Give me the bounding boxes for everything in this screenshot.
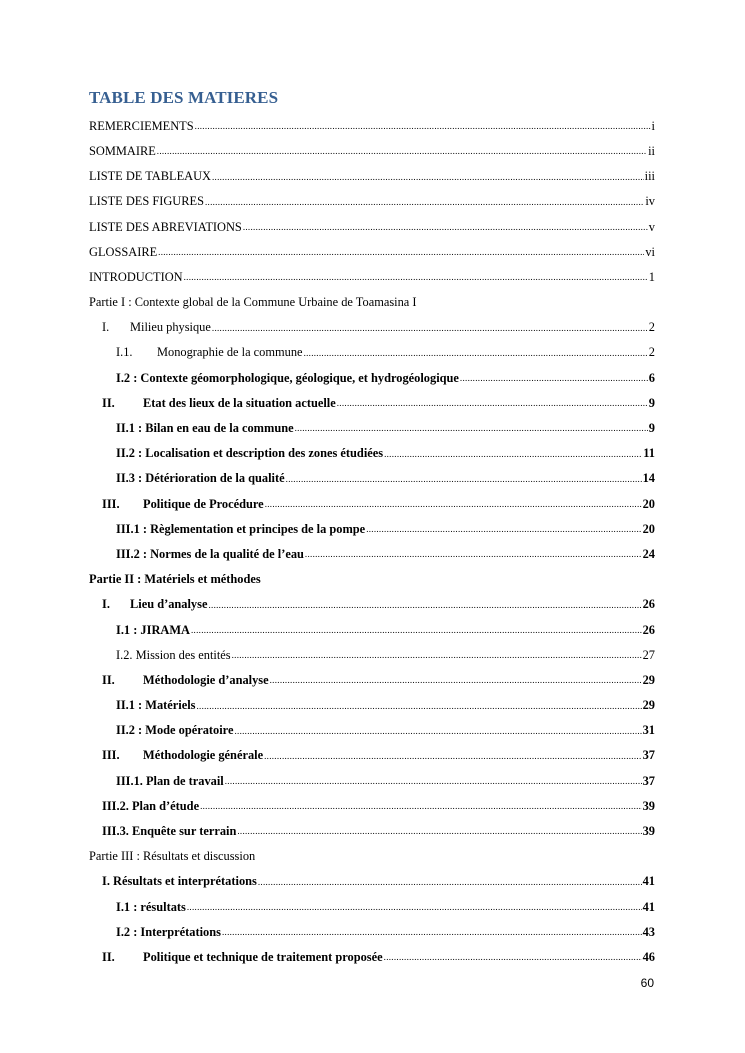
toc-entry-text: REMERCIEMENTS	[89, 118, 194, 133]
dot-leader	[384, 450, 642, 459]
dot-leader	[264, 752, 642, 761]
toc-entry-page: 39	[642, 798, 655, 813]
toc-entry[interactable]	[89, 132, 655, 157]
toc-part-heading[interactable]	[89, 283, 655, 308]
dot-leader	[234, 727, 641, 736]
toc-entry-page: iii	[644, 169, 655, 184]
toc-entry[interactable]	[89, 334, 655, 359]
toc-entry[interactable]	[89, 913, 655, 938]
toc-entry-text: Méthodologie générale	[143, 748, 264, 763]
dot-leader	[366, 525, 641, 534]
toc-entry[interactable]	[89, 938, 655, 963]
toc-entry[interactable]	[89, 686, 655, 711]
toc-entry-text: I.2 : Contexte géomorphologique, géologique, et hydrogéologique	[116, 370, 459, 385]
toc-entry-page: 20	[642, 521, 655, 536]
toc-entry-page: 26	[642, 622, 655, 637]
toc-entry-text: II.1 : Bilan en eau de la commune	[116, 421, 294, 436]
toc-entry-text: INTRODUCTION	[89, 269, 183, 284]
toc-entry-page: 41	[642, 899, 655, 914]
toc-entry-page: 41	[642, 874, 655, 889]
toc-title: TABLE DES MATIERES	[89, 88, 279, 107]
toc-entry[interactable]	[89, 712, 655, 737]
dot-leader	[187, 903, 642, 912]
toc-entry[interactable]	[89, 535, 655, 560]
toc-entry[interactable]	[89, 586, 655, 611]
toc-entry-text: III.1. Plan de travail	[116, 773, 224, 788]
dot-leader	[237, 827, 641, 836]
toc-entry-page: 31	[642, 723, 655, 738]
toc-entry-page: v	[648, 219, 655, 234]
toc-entry[interactable]	[89, 611, 655, 636]
toc-entry[interactable]	[89, 208, 655, 233]
toc-entry-page: 27	[642, 647, 655, 662]
toc-entry-page: i	[651, 118, 655, 133]
dot-leader	[191, 626, 642, 635]
toc-entry-text: Partie I : Contexte global de la Commune Urbaine de Toamasina I	[89, 295, 417, 310]
dot-leader	[157, 147, 647, 156]
toc-entry-text: I.2 : Interprétations	[116, 924, 221, 939]
toc-entry-page: 2	[648, 320, 655, 335]
toc-entry-text: Etat des lieux de la situation actuelle	[143, 395, 336, 410]
toc-entry[interactable]	[89, 888, 655, 913]
toc-entry-text: Lieu d’analyse	[130, 597, 208, 612]
toc-entry-number: III.	[102, 496, 120, 511]
toc-entry-page: 37	[642, 748, 655, 763]
toc-entry-number: II.	[102, 395, 115, 410]
toc-entry[interactable]	[89, 359, 655, 384]
toc-entry[interactable]	[89, 233, 655, 258]
toc-entry-page: 24	[642, 546, 655, 561]
toc-part-heading[interactable]	[89, 560, 655, 585]
dot-leader	[270, 676, 642, 685]
toc-entry-number: I.	[102, 320, 110, 335]
dot-leader	[222, 928, 642, 937]
toc-entry[interactable]	[89, 863, 655, 888]
dot-leader	[258, 878, 642, 887]
toc-entry[interactable]	[89, 107, 655, 132]
toc-entry-page: 39	[642, 824, 655, 839]
toc-entry-text: GLOSSAIRE	[89, 244, 158, 259]
toc-entry[interactable]	[89, 409, 655, 434]
toc-entry-text: SOMMAIRE	[89, 143, 156, 158]
dot-leader	[184, 273, 648, 282]
toc-entry-text: I.1 : résultats	[116, 899, 186, 914]
dot-leader	[460, 374, 648, 383]
page-number: 60	[640, 976, 654, 990]
dot-leader	[225, 777, 642, 786]
table-of-contents	[89, 107, 655, 963]
toc-entry[interactable]	[89, 787, 655, 812]
toc-entry[interactable]	[89, 510, 655, 535]
toc-entry-page: 26	[642, 597, 655, 612]
toc-entry[interactable]	[89, 434, 655, 459]
toc-entry-page: 46	[642, 949, 655, 964]
toc-entry[interactable]	[89, 183, 655, 208]
dot-leader	[205, 198, 644, 207]
dot-leader	[232, 651, 642, 660]
toc-entry-number: II.	[102, 949, 115, 964]
dot-leader	[158, 248, 644, 257]
toc-entry-text: LISTE DES ABREVIATIONS	[89, 219, 242, 234]
toc-entry-page: ii	[648, 143, 655, 158]
dot-leader	[243, 223, 648, 232]
toc-entry-text: Politique de Procédure	[143, 496, 264, 511]
toc-entry-text: Politique et technique de traitement proposée	[143, 949, 383, 964]
dot-leader	[195, 122, 651, 131]
toc-entry-text: Monographie de la commune	[157, 345, 303, 360]
toc-entry-page: 14	[642, 471, 655, 486]
toc-entry-text: II.3 : Détérioration de la qualité	[116, 471, 285, 486]
toc-entry-text: I.2. Mission des entités	[116, 647, 231, 662]
toc-entry-number: I.	[102, 597, 110, 612]
toc-entry[interactable]	[89, 661, 655, 686]
toc-entry-text: II.1 : Matériels	[116, 698, 196, 713]
toc-entry-text: II.2 : Localisation et description des zones étudiées	[116, 446, 384, 461]
toc-entry-page: 11	[643, 446, 655, 461]
dot-leader	[265, 500, 642, 509]
toc-entry-text: I. Résultats et interprétations	[102, 874, 257, 889]
toc-entry-page: 6	[648, 370, 655, 385]
dot-leader	[304, 349, 648, 358]
toc-entry-page: 29	[642, 698, 655, 713]
toc-part-heading[interactable]	[89, 837, 655, 862]
toc-entry-text: LISTE DES FIGURES	[89, 194, 204, 209]
toc-entry-text: Partie II : Matériels et méthodes	[89, 572, 261, 587]
dot-leader	[384, 953, 642, 962]
toc-entry-page: 29	[642, 672, 655, 687]
dot-leader	[200, 802, 642, 811]
toc-entry-page: vi	[645, 244, 655, 259]
dot-leader	[295, 424, 648, 433]
dot-leader	[286, 475, 642, 484]
toc-entry[interactable]	[89, 309, 655, 334]
toc-entry-text: II.2 : Mode opératoire	[116, 723, 234, 738]
toc-entry-text: Méthodologie d’analyse	[143, 672, 269, 687]
toc-entry[interactable]	[89, 157, 655, 182]
toc-entry-text: Partie III : Résultats et discussion	[89, 849, 256, 864]
toc-entry-number: III.	[102, 748, 120, 763]
toc-entry[interactable]	[89, 762, 655, 787]
toc-entry[interactable]	[89, 737, 655, 762]
toc-entry-page: 37	[642, 773, 655, 788]
toc-entry-text: III.3. Enquête sur terrain	[102, 824, 237, 839]
dot-leader	[208, 601, 641, 610]
toc-entry[interactable]	[89, 460, 655, 485]
toc-entry-text: I.1 : JIRAMA	[116, 622, 190, 637]
toc-entry-text: LISTE DE TABLEAUX	[89, 169, 211, 184]
toc-entry-page: 1	[648, 269, 655, 284]
toc-entry-text: III.2. Plan d’étude	[102, 798, 200, 813]
dot-leader	[337, 399, 648, 408]
toc-entry[interactable]	[89, 485, 655, 510]
dot-leader	[212, 173, 644, 182]
toc-entry-page: 43	[642, 924, 655, 939]
dot-leader	[212, 324, 648, 333]
toc-entry-text: III.1 : Règlementation et principes de la pompe	[116, 521, 366, 536]
toc-entry[interactable]	[89, 636, 655, 661]
toc-entry[interactable]	[89, 258, 655, 283]
toc-entry-number: II.	[102, 672, 115, 687]
dot-leader	[196, 702, 641, 711]
toc-entry-number: I.1.	[116, 345, 133, 360]
toc-entry[interactable]	[89, 812, 655, 837]
dot-leader	[305, 550, 642, 559]
toc-entry-text: III.2 : Normes de la qualité de l’eau	[116, 546, 304, 561]
toc-entry-page: 9	[648, 395, 655, 410]
toc-entry-page: 20	[642, 496, 655, 511]
toc-entry[interactable]	[89, 384, 655, 409]
toc-entry-page: 9	[648, 421, 655, 436]
toc-entry-page: 2	[648, 345, 655, 360]
toc-entry-page: iv	[645, 194, 655, 209]
toc-entry-text: Milieu physique	[130, 320, 211, 335]
